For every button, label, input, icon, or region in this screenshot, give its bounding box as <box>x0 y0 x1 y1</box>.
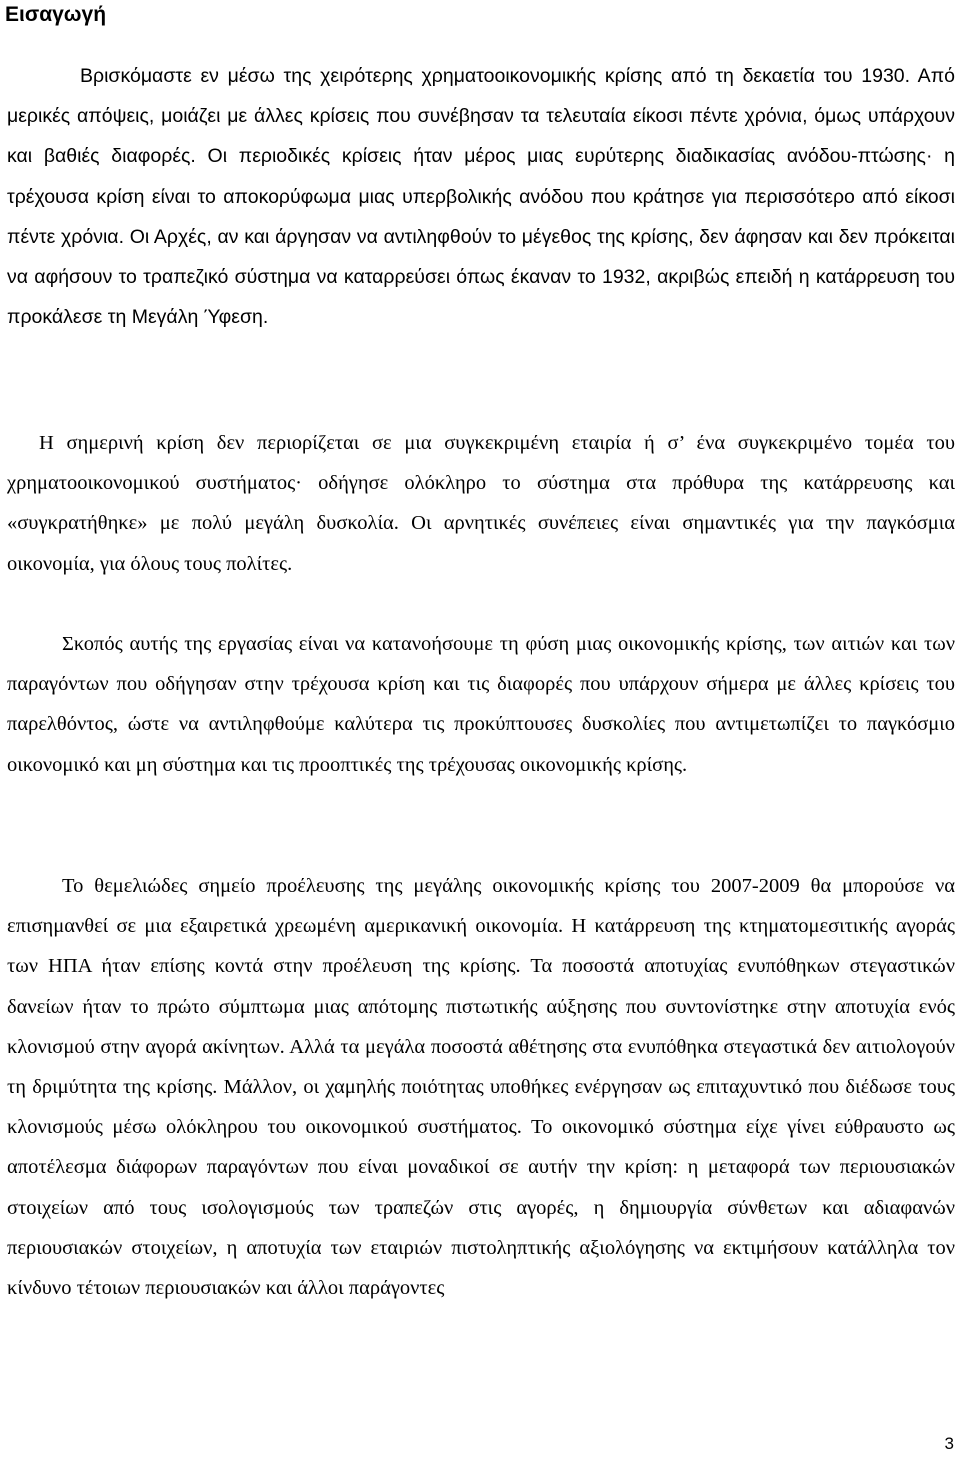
paragraph-3: Σκοπός αυτής της εργασίας είναι να κατανοήσουμε τη φύση μιας οικονομικής κρίσης, των αιτιών και των παραγόντων που οδήγησαν στην τρέχουσα κρίση και τις διαφορές που υπάρχουν σήμερα με άλλες κρίσεις του παρελθόντος, ώστε να αντιληφθούμε καλύτερα τις προκύπτουσες δυσκολίες που αντιμετωπίζει το παγκόσμιο οικονομικό και μη σύστημα και τις προοπτικές της τρέχουσας οικονομικής κρίσης. <box>7 633 955 776</box>
paragraph-4: Το θεμελιώδες σημείο προέλευσης της μεγάλης οικονομικής κρίσης του 2007-2009 θα μπορούσε να επισημανθεί σε μια εξαιρετικά χρεωμένη αμερικανική οικονομία. Η κατάρρευση της κτηματομεσιτικής αγοράς των ΗΠΑ ήταν επίσης κοντά στην προέλευση της κρίσης. Τα ποσοστά αποτυχίας ενυπόθηκων στεγαστικών δανείων ήταν το πρώτο σύμπτωμα μιας απότομης πιστωτικής αύξησης που συντονίστηκε στην αποτυχία ενός κλονισμού στην αγορά ακίνητων. Αλλά τα μεγάλα ποσοστά αθέτησης στα ενυπόθηκα στεγαστικά δεν αιτιολογούν τη δριμύτητα της κρίσης. Μάλλον, οι χαμηλής ποιότητας υποθήκες ενέργησαν ως επιταχυντικό που διέδωσε τους κλονισμούς μέσω ολόκληρου του οικονομικού συστήματος. Το οικονομικό σύστημα είχε γίνει εύθραυστο ως αποτέλεσμα διάφορων παραγόντων που είναι μοναδικοί σε αυτήν την κρίση: η μεταφορά των περιουσιακών στοιχείων από τους ισολογισμούς των τραπεζών στις αγορές, η δημιουργία σύνθετων και αδιαφανών περιουσιακών στοιχείων, η αποτυχία των εταιριών πιστοληπτικής αξιολόγησης να εκτιμήσουν κατάλληλα τον κίνδυνο τέτοιων περιουσιακών και άλλοι παράγοντες <box>7 875 955 1300</box>
page-number: 3 <box>944 1434 954 1453</box>
paragraph-2: Η σημερινή κρίση δεν περιορίζεται σε μια συγκεκριμένη εταιρία ή σ’ ένα συγκεκριμένο τομέα του χρηματοοικονομικού συστήματος· οδήγησε ολόκληρο το σύστημα στα πρόθυρα της κατάρρευσης και «συγκρατήθηκε» με πολύ μεγάλη δυσκολία. Οι αρνητικές συνέπειες είναι σημαντικές για την παγκόσμια οικονομία, για όλους τους πολίτες. <box>7 432 955 575</box>
section-heading: Εισαγωγή <box>5 3 107 26</box>
paragraph-1: Βρισκόμαστε εν μέσω της χειρότερης χρηματοοικονομικής κρίσης από τη δεκαετία του 1930. Από μερικές απόψεις, μοιάζει με άλλες κρίσεις που συνέβησαν τα τελευταία είκοσι πέντε χρόνια, όμως υπάρχουν και βαθιές διαφορές. Οι περιοδικές κρίσεις ήταν μέρος μιας ευρύτερης διαδικασίας ανόδου-πτώσης· η τρέχουσα κρίση είναι το αποκορύφωμα μιας υπερβολικής ανόδου που κράτησε για περισσότερο από είκοσι πέντε χρόνια. Οι Αρχές, αν και άργησαν να αντιληφθούν το μέγεθος της κρίσης, δεν άφησαν και δεν πρόκειται να αφήσουν το τραπεζικό σύστημα να καταρρεύσει όπως έκαναν το 1932, ακριβώς επειδή η κατάρρευση του προκάλεσε τη Μεγάλη Ύφεση. <box>7 65 955 329</box>
